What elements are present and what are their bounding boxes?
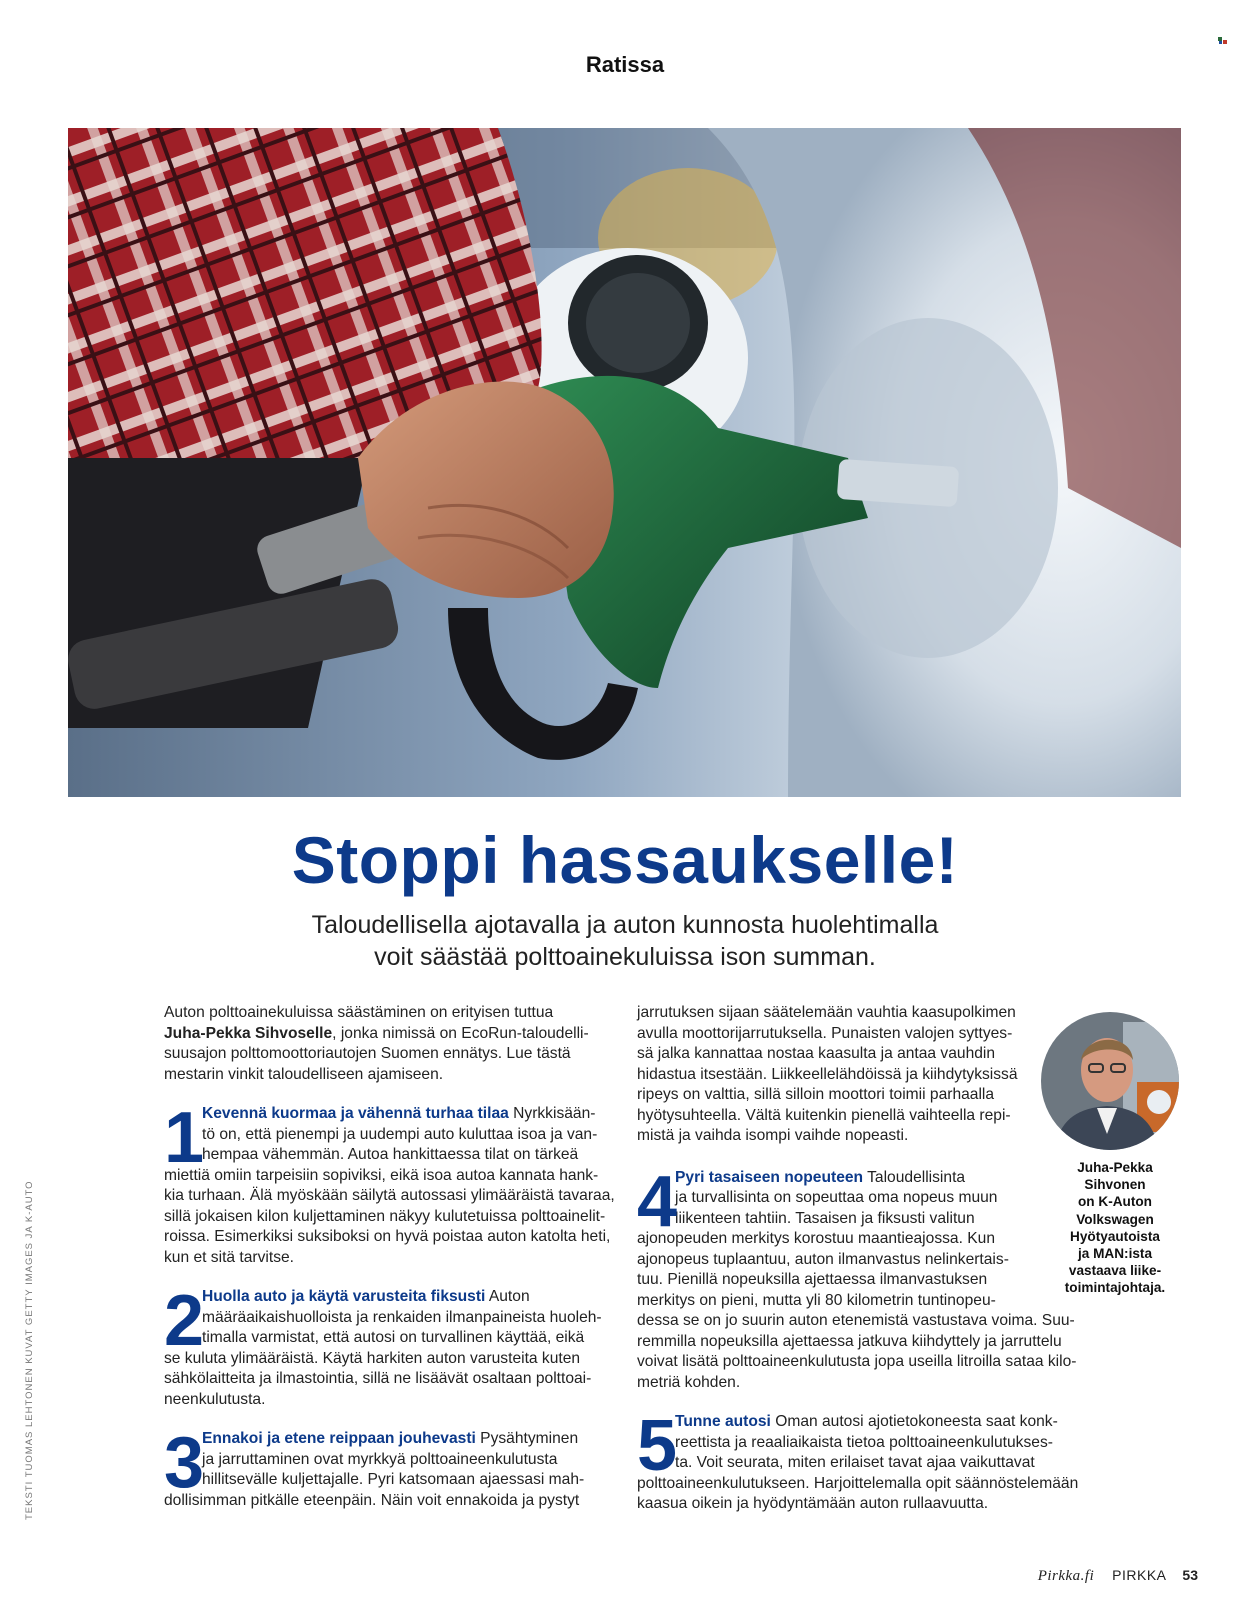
portrait-caption	[1050, 1159, 1180, 1297]
caption-line: ja MAN:ista	[1077, 1246, 1153, 1262]
tip-text: tuu. Pienillä nopeuksilla ajettaessa ilmanvastuksen	[637, 1271, 988, 1288]
intro-line: Auton polttoainekuluissa säästäminen on erityisen tuttua	[164, 1004, 554, 1021]
subtitle	[0, 909, 1250, 973]
left-column	[164, 1003, 636, 1511]
tip-text: tö on, että pienempi ja uudempi auto kuluttaa isoa ja van-	[202, 1125, 598, 1143]
tip-text: Nyrkkisään-	[508, 1105, 596, 1122]
footer-magazine: PIRKKA	[1112, 1567, 1167, 1583]
intro-line: mestarin vinkit taloudelliseen ajamiseen.	[164, 1065, 444, 1083]
right-intro-paragraph	[637, 1003, 1079, 1147]
tip-text: Taloudellisinta	[863, 1168, 966, 1186]
tip-title: Tunne autosi	[675, 1413, 771, 1430]
tip-text: jarrutuksen sijaan säätelemään vauhtia kaasupolkimen	[637, 1004, 1016, 1021]
page-footer	[1038, 1567, 1198, 1585]
tip-text: polttoaineenkulutukseen. Harjoittelemalla opit säännöstelemään	[637, 1474, 1079, 1492]
tip-number: 1	[164, 1098, 205, 1178]
tip-text: Pysähtyminen	[475, 1430, 579, 1447]
tip-title: Pyri tasaiseen nopeuteen	[675, 1168, 864, 1186]
caption-line: toimintajohtaja.	[1064, 1280, 1166, 1296]
tip-text: dessa se on jo suurin auton etenemistä vastustava voima. Suu-	[637, 1312, 1075, 1329]
tip-text: liikenteen tahtiin. Tasaisen ja fiksusti valitun	[675, 1209, 975, 1227]
tip-2	[164, 1281, 636, 1410]
intro-line: suusajon polttomoottoriautojen Suomen ennätys. Lue tästä	[164, 1045, 571, 1062]
caption-line: Sihvonen	[1084, 1177, 1146, 1193]
tip-text: neenkulutusta.	[164, 1390, 266, 1408]
tip-text: miettiä omiin tarpeisiin sopiviksi, eikä isoa autoa kannata hank-	[164, 1166, 599, 1184]
tip-3	[164, 1423, 636, 1511]
tip-text: sähkölaitteita ja ilmastointia, sillä ne lisäävät osaltaan polttoai-	[164, 1370, 592, 1387]
tip-text: merkitys on pieni, mutta yli 80 kilometrin tuntinopeu-	[637, 1291, 996, 1309]
tip-text: metriä kohden.	[637, 1373, 741, 1391]
tip-text: Oman autosi ajotietokoneesta saat konk-	[770, 1413, 1058, 1430]
caption-line: Volkswagen	[1076, 1211, 1154, 1227]
footer-site: Pirkka.fi	[1037, 1568, 1095, 1584]
tip-text: reettista ja reaaliaikaista tietoa polttoaineenkulutukses-	[675, 1433, 1053, 1451]
tip-text: hillitsevälle kuljettajalle. Pyri katsomaan ajaessasi mah-	[202, 1471, 585, 1488]
tip-text: hyötysuhteella. Vältä kuitenkin pienellä vaihteella repi-	[637, 1106, 1011, 1124]
tip-number: 2	[164, 1281, 205, 1361]
tip-text: dollisimman pitkälle eteenpäin. Näin voit ennakoida ja pystyt	[164, 1491, 580, 1509]
tip-text: ajonopeus tuplaantuu, auton ilmanvastus nelinkertais-	[637, 1250, 1009, 1268]
tip-text: voivat lisätä polttoaineenkulutusta jopa useilla litroilla sataa kilo-	[637, 1353, 1077, 1370]
tip-1	[164, 1098, 636, 1268]
tip-text: ta. Voit seurata, miten erilaiset tavat ajaa vaikuttavat	[675, 1454, 1035, 1471]
tip-title: Ennakoi ja etene reippaan jouhevasti	[202, 1430, 476, 1447]
tip-text: kaasua oikein ja hyödyntämään auton rullaavuutta.	[637, 1495, 989, 1512]
caption-line: Juha-Pekka	[1077, 1160, 1153, 1175]
tip-number: 3	[164, 1423, 205, 1503]
intro-line: , jonka nimissä on EcoRun-taloudelli-	[332, 1024, 589, 1042]
tip-text: mistä ja vaihda isompi vaihde nopeasti.	[637, 1127, 909, 1144]
section-label: Ratissa	[585, 52, 665, 77]
tip-4	[637, 1161, 1079, 1394]
tip-text: timalla varmistat, että autosi on turvallinen käyttää, eikä	[202, 1329, 585, 1346]
tip-text: sillä jokaisen kilon kuljettaminen näkyy kulutetuissa polttoainelit-	[164, 1207, 606, 1225]
caption-line: Hyötyautoista	[1070, 1228, 1160, 1244]
tip-text: hempaa vähemmän. Autoa hankittaessa tilat on tärkeä	[202, 1146, 579, 1163]
intro-name: Juha-Pekka Sihvoselle	[164, 1024, 333, 1042]
page-number: 53	[1182, 1567, 1198, 1583]
tip-text: remmilla nopeuksilla ajettaessa jatkuva kiihdyttely ja jarruttelu	[637, 1332, 1062, 1350]
tip-text: määräaikaishuolloista ja renkaiden ilmanpaineista huoleh-	[202, 1308, 602, 1326]
tip-text: ajonopeuden merkitys korostuu maantieajossa. Kun	[637, 1230, 996, 1247]
tip-number: 4	[637, 1161, 678, 1242]
tip-text: ja jarruttaminen ovat myrkkyä polttoaineenkulutusta	[202, 1450, 558, 1468]
tip-text: sä jalka kannattaa nostaa kaasulta ja antaa vauhdin	[637, 1045, 996, 1062]
page-title: Stoppi hassaukselle!	[291, 823, 959, 897]
portrait-photo	[1041, 1012, 1179, 1150]
photo-credit: TEKSTI TUOMAS LEHTONEN KUVAT GETTY IMAGES JA K-AUTO	[24, 1180, 35, 1520]
tip-5	[637, 1406, 1079, 1515]
tip-text: se kuluta ylimääräistä. Käytä harkiten auton varusteita kuten	[164, 1349, 581, 1367]
tip-text: ripeys on valttia, sillä silloin moottori toimii parhaalla	[637, 1086, 995, 1103]
tip-text: ja turvallisinta on sopeuttaa oma nopeus muun	[675, 1189, 998, 1206]
caption-line: vastaava liike-	[1068, 1263, 1162, 1279]
tip-text: roissa. Esimerkiksi suksiboksi on hyvä poistaa auton katolta heti,	[164, 1228, 611, 1245]
tip-text: hidastua itsestään. Liikkeellelähdöissä ja kiihdytyksissä	[637, 1065, 1018, 1083]
tip-title: Kevennä kuormaa ja vähennä turhaa tilaa	[202, 1105, 509, 1122]
tip-text: avulla moottorijarrutuksella. Punaisten valojen syttyes-	[637, 1024, 1013, 1042]
intro-paragraph	[164, 1003, 636, 1085]
corner-mark-icon	[1218, 32, 1228, 40]
subtitle-line-1: Taloudellisella ajotavalla ja auton kunnosta huolehtimalla	[311, 911, 939, 939]
tip-text: kun et sitä tarvitse.	[164, 1248, 295, 1266]
tip-number: 5	[637, 1406, 678, 1486]
hero-photo	[68, 128, 1181, 797]
tip-title: Huolla auto ja käytä varusteita fiksusti	[202, 1288, 486, 1305]
tip-text: kia turhaan. Älä myöskään säilytä autossasi ylimääräistä tavaraa,	[164, 1187, 615, 1204]
right-column	[637, 1003, 1079, 1515]
caption-line: on K-Auton	[1078, 1194, 1152, 1210]
subtitle-line-2: voit säästää polttoainekuluissa ison summan.	[374, 943, 876, 971]
tip-text: Auton	[485, 1288, 530, 1305]
